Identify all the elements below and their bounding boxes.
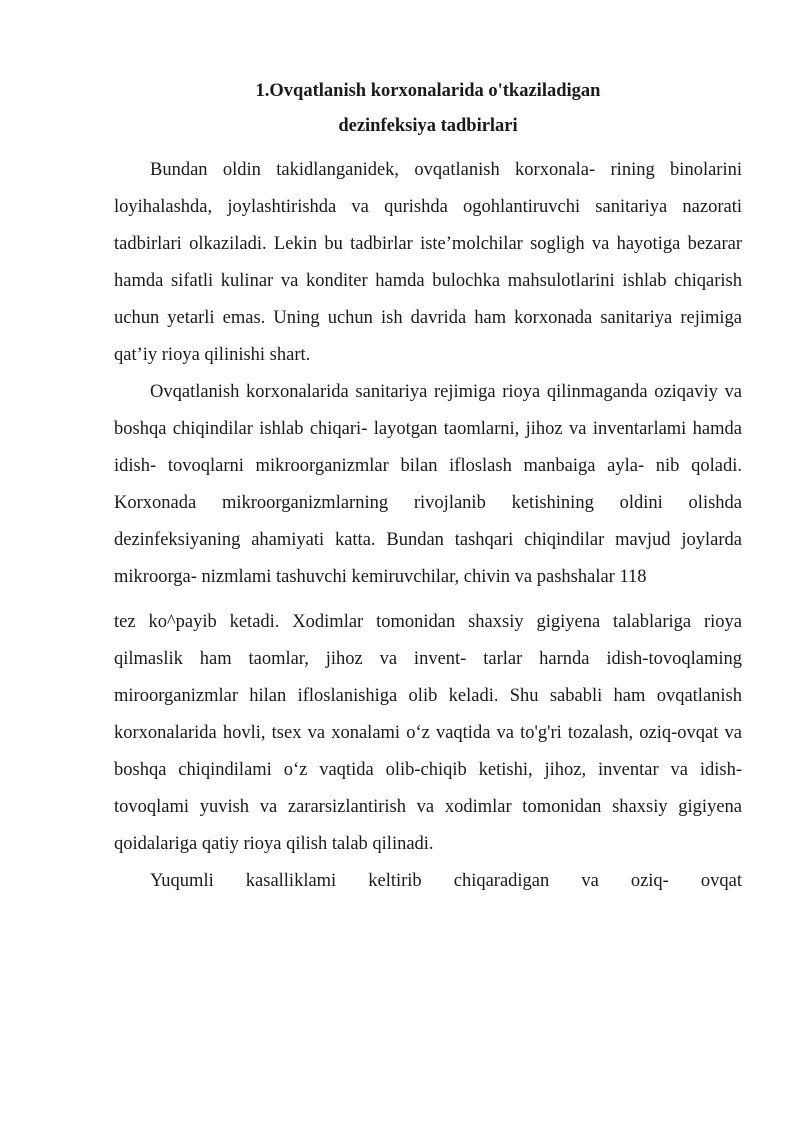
page-title	[114, 74, 742, 144]
title-line-2: dezinfeksiya tadbirlari	[338, 116, 518, 136]
paragraph-3: tez ko^payib ketadi. Xodimlar tomonidan shaxsiy gigiyena talablariga rioya qilmaslik ham taomlar, jihoz va invent- tarlar harnda idish-tovoqlaming miroorganizmlar hilan ifloslanishiga olib keladi. Shu sababli ham ovqatlanish korxonalarida hovli, tsex va xonalami o‘z vaqtida va to'g'ri tozalash, oziq-ovqat va boshqa chiqindilami o‘z vaqtida olib-chiqib ketishi, jihoz, inventar va idish-tovoqlami yuvish va zararsizlantirish va xodimlar tomonidan shaxsiy gigiyena qoidalariga qatiy rioya qilish talab qilinadi.	[114, 612, 742, 854]
paragraph-4: Yuqumli kasalliklami keltirib chiqaradigan va oziq- ovqat	[150, 871, 742, 891]
paragraph-1: Bundan oldin takidlanganidek, ovqatlanish korxonala- rining binolarini loyihalashda, joylashtirishda va qurishda ogohlantiruvchi sanitariya nazorati tadbirlari olkaziladi. Lekin bu tadbirlar iste’molchilar sogligh va hayotiga bezarar hamda sifatli kulinar va konditer hamda bulochka mahsulotlarini ishlab chiqarish uchun yetarli emas. Uning uchun ish davrida ham korxonada sanitariya rejimiga qat’iy rioya qilinishi shart.	[114, 160, 742, 365]
title-line-1: 1.Ovqatlanish korxonalarida o'tkaziladigan	[255, 81, 601, 101]
document-page	[114, 74, 742, 900]
paragraph-2: Ovqatlanish korxonalarida sanitariya rejimiga rioya qilinmaganda oziqaviy va boshqa chiqindilar ishlab chiqari- layotgan taomlarni, jihoz va inventarlami hamda idish- tovoqlarni mikroorganizmlar bilan ifloslash manbaiga ayla- nib qoladi. Korxonada mikroorganizmlarning rivojlanib ketishining oldini olishda dezinfeksiyaning ahamiyati katta. Bundan tashqari chiqindilar mavjud joylarda mikroorga- nizmlami tashuvchi kemiruvchilar, chivin va pashshalar 118	[114, 382, 742, 587]
